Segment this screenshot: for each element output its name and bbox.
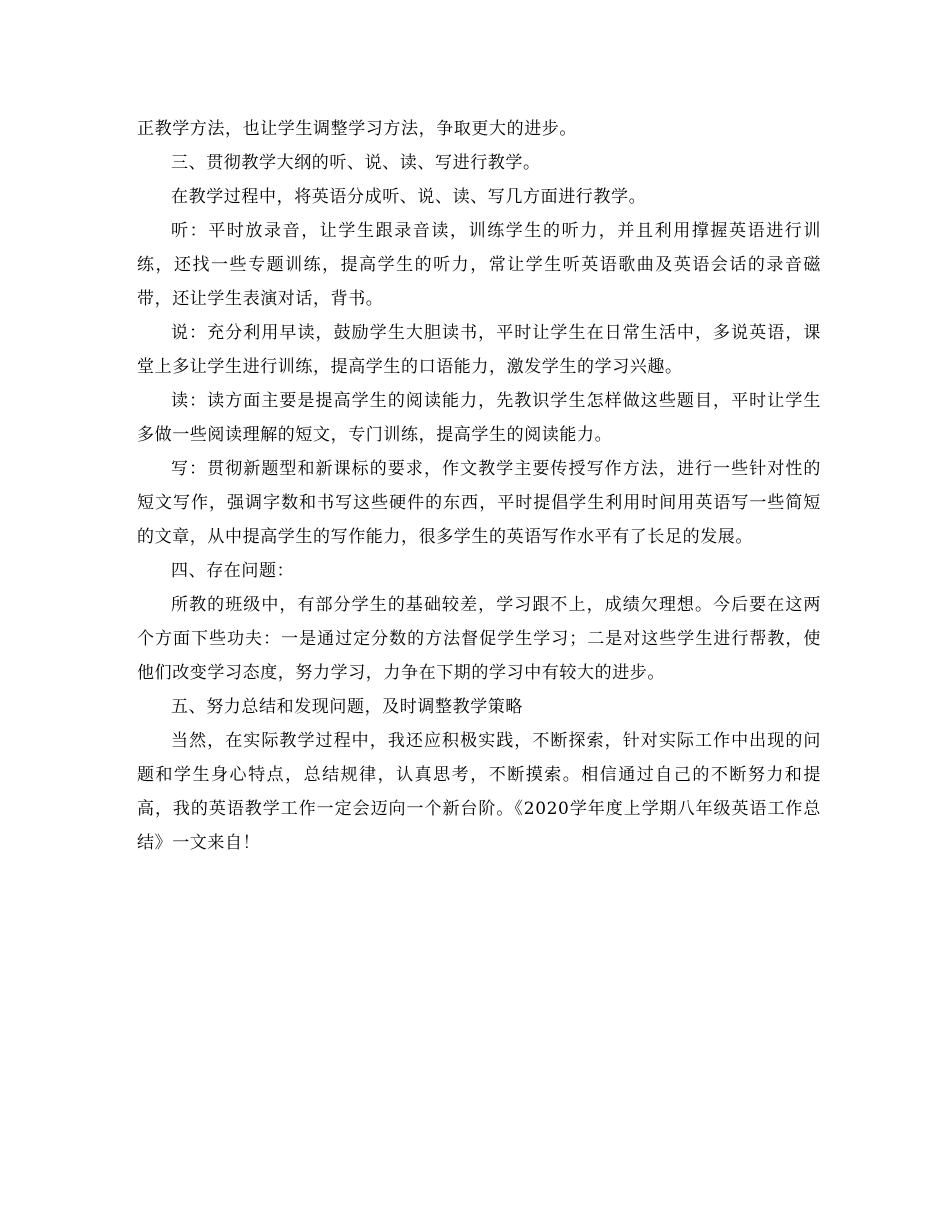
paragraph-teaching-intro: 在教学过程中，将英语分成听、说、读、写几方面进行教学。 [171,187,647,207]
paragraph-writing: 写：贯彻新题型和新课标的要求，作文教学主要传授写作方法，进行一些针对性的短文写作，强调字数和书写这些硬件的东西，平时提倡学生利用时间用英语写一些简短的文章，从中提高学生的写作能力，很多学生的英语写作水平有了长足的发展。 [137,459,821,547]
paragraph-continuation: 正教学方法，也让学生调整学习方法，争取更大的进步。 [137,119,577,139]
section-heading-5: 五、努力总结和发现问题，及时调整教学策略 [171,697,523,717]
paragraph-listening: 听：平时放录音，让学生跟录音读，训练学生的听力，并且利用撑握英语进行训练，还找一些专题训练，提高学生的听力，常让学生听英语歌曲及英语会话的录音磁带，还让学生表演对话，背书。 [137,221,821,309]
section-heading-3: 三、贯彻教学大纲的听、说、读、写进行教学。 [171,153,541,173]
paragraph-problems: 所教的班级中，有部分学生的基础较差，学习跟不上，成绩欠理想。今后要在这两个方面下些功夫：一是通过定分数的方法督促学生学习；二是对这些学生进行帮教，使他们改变学习态度，努力学习，力争在下期的学习中有较大的进步。 [137,595,821,683]
paragraph-speaking: 说：充分利用早读，鼓励学生大胆读书，平时让学生在日常生活中，多说英语，课堂上多让学生进行训练，提高学生的口语能力，激发学生的学习兴趣。 [137,323,821,377]
section-heading-4: 四、存在问题： [171,561,295,581]
paragraph-reading: 读：读方面主要是提高学生的阅读能力，先教识学生怎样做这些题目，平时让学生多做一些阅读理解的短文，专门训练，提高学生的阅读能力。 [137,391,821,445]
paragraph-conclusion: 当然，在实际教学过程中，我还应积极实践，不断探索，针对实际工作中出现的问题和学生身心特点，总结规律，认真思考，不断摸索。相信通过自己的不断努力和提高，我的英语教学工作一定会迈向一个新台阶。《2020学年度上学期八年级英语工作总结》一文来自！ [137,731,821,853]
document-body [137,112,821,860]
